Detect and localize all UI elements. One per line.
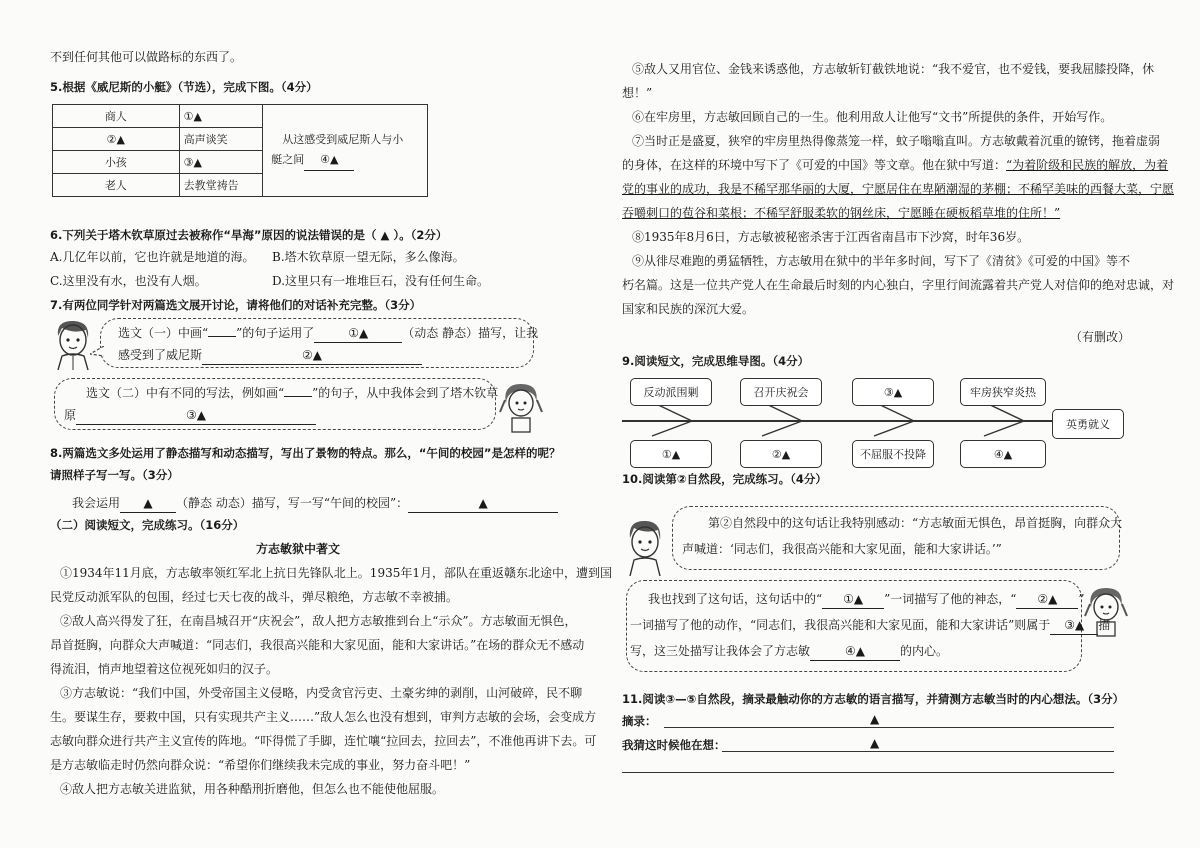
source-note: （有删改） xyxy=(1070,330,1131,344)
q5-cell: 小孩 xyxy=(53,151,180,174)
q7-bubble2-line1: 选文（二）中有不同的写法，例如画“ ”的句子，从中我体会到了塔木钦草 xyxy=(86,386,499,400)
quote-underline: “为着阶级和民族的解放，为着 xyxy=(1006,158,1169,172)
q10-blank-2[interactable]: ②▲ xyxy=(1016,590,1078,609)
q8-blank-1[interactable]: ▲ xyxy=(120,494,176,513)
q5-title: 5.根据《威尼斯的小艇》（节选），完成下图。（4分） xyxy=(50,80,318,94)
q10-bubble2-line2: 一词描写了他的动作，“同志们，我很高兴能和大家见面，能和大家讲话”则属于 ③▲ 描 xyxy=(630,616,1110,635)
q5-blank-4[interactable]: ④▲ xyxy=(304,150,354,171)
q10-bubble1-line1: 第②自然段中的这句话让我特别感动：“方志敏面无惧色，昂首挺胸，向群众大 xyxy=(708,516,1123,530)
article-para-underlined: 党的事业的成功，我是不稀罕那华丽的大厦，宁愿居住在卑陋潮湿的茅棚；不稀罕美味的西餐大菜，宁愿 xyxy=(622,182,1175,196)
q6-option-d[interactable]: D.这里只有一堆堆巨石，没有任何生命。 xyxy=(272,274,490,288)
section-2-heading: （二）阅读短文，完成练习。（16分） xyxy=(50,518,245,532)
q7-blank-1[interactable]: ①▲ xyxy=(314,324,402,343)
q9-title: 9.阅读短文，完成思维导图。（4分） xyxy=(622,354,810,368)
q5-cell: 高声谈笑 xyxy=(179,128,263,151)
q11-answer-line-3[interactable] xyxy=(622,772,1114,773)
fishbone-top-box: 召开庆祝会 xyxy=(740,378,822,406)
article-para: ③方志敏说：“我们中国，外受帝国主义侵略，内受贪官污吏、土豪劣绅的剥削，山河破碎，民不聊 xyxy=(60,686,583,700)
q7-underline-sample-2 xyxy=(284,396,312,397)
q10-title: 10.阅读第②自然段，完成练习。（4分） xyxy=(622,472,827,486)
q8-answer-line: 我会运用 ▲ （静态 动态）描写，写一写“午间的校园”： ▲ xyxy=(72,494,558,513)
article-para: 昂首挺胸，向群众大声喊道：“同志们，我很高兴能和大家见面，能和大家讲话。”在场的群众无不感动 xyxy=(50,638,585,652)
article-para-with-quote: 的身体，在这样的环境中写下了《可爱的中国》等文章。他在狱中写道：“为着阶级和民族的解放，为着 xyxy=(622,158,1169,172)
girl-student-icon xyxy=(498,378,544,434)
q8-title-1: 8.两篇选文多处运用了静态描写和动态描写，写出了景物的特点。那么，“午间的校园”是怎样的呢？ xyxy=(50,446,561,460)
article-para: ⑥在牢房里，方志敏回顾自己的一生。他利用敌人让他写“文书”所提供的条件，开始写作。 xyxy=(632,110,1113,124)
fishbone-bottom-box-blank[interactable]: ④▲ xyxy=(960,440,1046,468)
q10-blank-4[interactable]: ④▲ xyxy=(810,642,900,661)
boy-student-icon xyxy=(50,316,96,370)
bubble-tail-icon xyxy=(90,346,104,358)
q8-title-2: 请照样子写一写。（3分） xyxy=(50,468,179,482)
q5-cell: 商人 xyxy=(53,105,180,128)
q5-cell: 老人 xyxy=(53,174,180,197)
fishbone-bottom-box-blank[interactable]: ①▲ xyxy=(630,440,712,468)
fishbone-top-box: 反动派围剿 xyxy=(630,378,712,406)
article-para: ⑦当时正是盛夏，狭窄的牢房里热得像蒸笼一样，蚊子嗡嗡直叫。方志敏戴着沉重的镣铐，拖着虚弱 xyxy=(632,134,1161,148)
article-para: ⑧1935年8月6日，方志敏被秘密杀害于江西省南昌市下沙窝，时年36岁。 xyxy=(632,230,1030,244)
q11-triangle: ▲ xyxy=(870,712,880,726)
q11-label-excerpt: 摘录： xyxy=(622,714,657,728)
article-para: 民党反动派军队的包围，经过七天七夜的战斗，弹尽粮绝，方志敏不幸被捕。 xyxy=(50,590,459,604)
article-para: 朽名篇。这是一位共产党人在生命最后时刻的内心独白，字里行间流露着共产党人对信仰的绝对忠诚，对 xyxy=(622,278,1175,292)
q6-option-c[interactable]: C.这里没有水，也没有人烟。 xyxy=(50,274,207,288)
q11-answer-line-2[interactable] xyxy=(722,751,1114,752)
q5-right-line2: 艇之间 xyxy=(271,153,305,166)
q10-bubble1-line2: 声喊道：‘同志们，我很高兴能和大家见面，能和大家讲话。’” xyxy=(682,542,1002,556)
q6-option-a[interactable]: A.几亿年以前，它也许就是地道的海。 xyxy=(50,250,255,264)
q10-bubble2-line1: 我也找到了这句话，这句话中的“ ①▲ ”一词描写了他的神态，“ ②▲ ” xyxy=(648,590,1085,609)
article-para: ①1934年11月底，方志敏率领红军北上抗日先锋队北上。1935年1月，部队在重返赣东北途中，遭到国 xyxy=(60,566,612,580)
q11-title: 11.阅读③—⑤自然段，摘录最触动你的方志敏的语言描写，并猜测方志敏当时的内心想法。（3分） xyxy=(622,692,1125,706)
q11-label-guess: 我猜这时候他在想： xyxy=(622,738,726,752)
fishbone-top-box: 牢房狭窄炎热 xyxy=(960,378,1046,406)
q7-bubble2-line2: 原 ③▲ xyxy=(64,406,316,425)
article-para: 志敏向群众进行共产主义宣传的阵地。“吓得慌了手脚，连忙嚷“拉回去，拉回去”，不准他再讲下去。可 xyxy=(50,734,597,748)
fishbone-bottom-box: 不屈服不投降 xyxy=(852,440,934,468)
article-title: 方志敏狱中著文 xyxy=(256,542,341,556)
boy-student-icon xyxy=(622,516,668,576)
q10-blank-3[interactable]: ③▲ xyxy=(1050,616,1098,635)
q6-title: 6.下列关于塔木钦草原过去被称作“旱海”原因的说法错误的是（ ▲ ）。（2分） xyxy=(50,228,448,242)
q8-blank-2[interactable]: ▲ xyxy=(408,494,558,513)
q7-underline-sample xyxy=(208,336,236,337)
q7-blank-2[interactable]: ②▲ xyxy=(202,346,422,365)
article-para: ⑨从徘尽难跑的勇猛牺牲，方志敏用在狱中的半年多时间，写下了《清贫》《可爱的中国》等不 xyxy=(632,254,1131,268)
article-para: 得流泪，悄声地望着这位视死如归的汉子。 xyxy=(50,662,279,676)
article-para: 生。要谋生存，要救中国，只有实现共产主义……”敌人怎么也没有想到，审判方志敏的会场，会变成方 xyxy=(50,710,597,724)
article-para: ⑤敌人又用官位、金钱来诱惑他，方志敏斩钉截铁地说：“我不爱官，也不爱钱，要我屈膝投降，休 xyxy=(632,62,1155,76)
fishbone-head-box: 英勇就义 xyxy=(1052,409,1124,439)
q11-answer-line-1[interactable] xyxy=(664,727,1114,728)
q5-right-cell xyxy=(263,105,428,197)
fishbone-top-box-blank[interactable]: ③▲ xyxy=(852,378,934,406)
fishbone-bottom-box-blank[interactable]: ②▲ xyxy=(740,440,822,468)
q7-title: 7.有两位同学针对两篇选文展开讨论，请将他们的对话补充完整。（3分） xyxy=(50,298,422,312)
q5-table xyxy=(52,104,428,197)
article-para: 国家和民族的深沉大爱。 xyxy=(622,302,755,316)
q7-blank-3[interactable]: ③▲ xyxy=(76,406,316,425)
q10-blank-1[interactable]: ①▲ xyxy=(822,590,884,609)
article-para: 是方志敏临走时仍然向群众说：“希望你们继续我未完成的事业，努力奋斗吧！” xyxy=(50,758,471,772)
q5-cell[interactable]: ③▲ xyxy=(179,151,263,174)
article-para: 想！” xyxy=(622,86,653,100)
q6-option-b[interactable]: B.塔木钦草原一望无际，多么像海。 xyxy=(272,250,465,264)
q5-cell[interactable]: ②▲ xyxy=(53,128,180,151)
q7-bubble1-line2: 感受到了威尼斯 ②▲ xyxy=(118,346,422,365)
q11-triangle: ▲ xyxy=(870,736,880,750)
q7-bubble1-line1: 选文（一）中画“ ”的句子运用了 ①▲ （动态 静态）描写，让我 xyxy=(118,324,538,343)
intro-line: 不到任何其他可以做路标的东西了。 xyxy=(50,50,243,64)
article-para: ④敌人把方志敏关进监狱，用各种酷刑折磨他，但怎么也不能使他屈服。 xyxy=(60,782,445,796)
q5-cell: 去教堂祷告 xyxy=(179,174,263,197)
q5-cell[interactable]: ①▲ xyxy=(179,105,263,128)
q5-right-line1: 从这感受到威尼斯人与小 xyxy=(282,133,404,146)
q10-bubble2-line3: 写，这三处描写让我体会了方志敏 ④▲ 的内心。 xyxy=(630,642,948,661)
article-para: ②敌人高兴得发了狂，在南昌城召开“庆祝会”，敌人把方志敏推到台上“示众”。方志敏面无惧色， xyxy=(60,614,577,628)
article-para-underlined: 吞嚼刺口的苞谷和菜根；不稀罕舒服柔软的钢丝床，宁愿睡在硬板稻草堆的住所！” xyxy=(622,206,1061,220)
girl-student-icon xyxy=(1084,582,1128,638)
